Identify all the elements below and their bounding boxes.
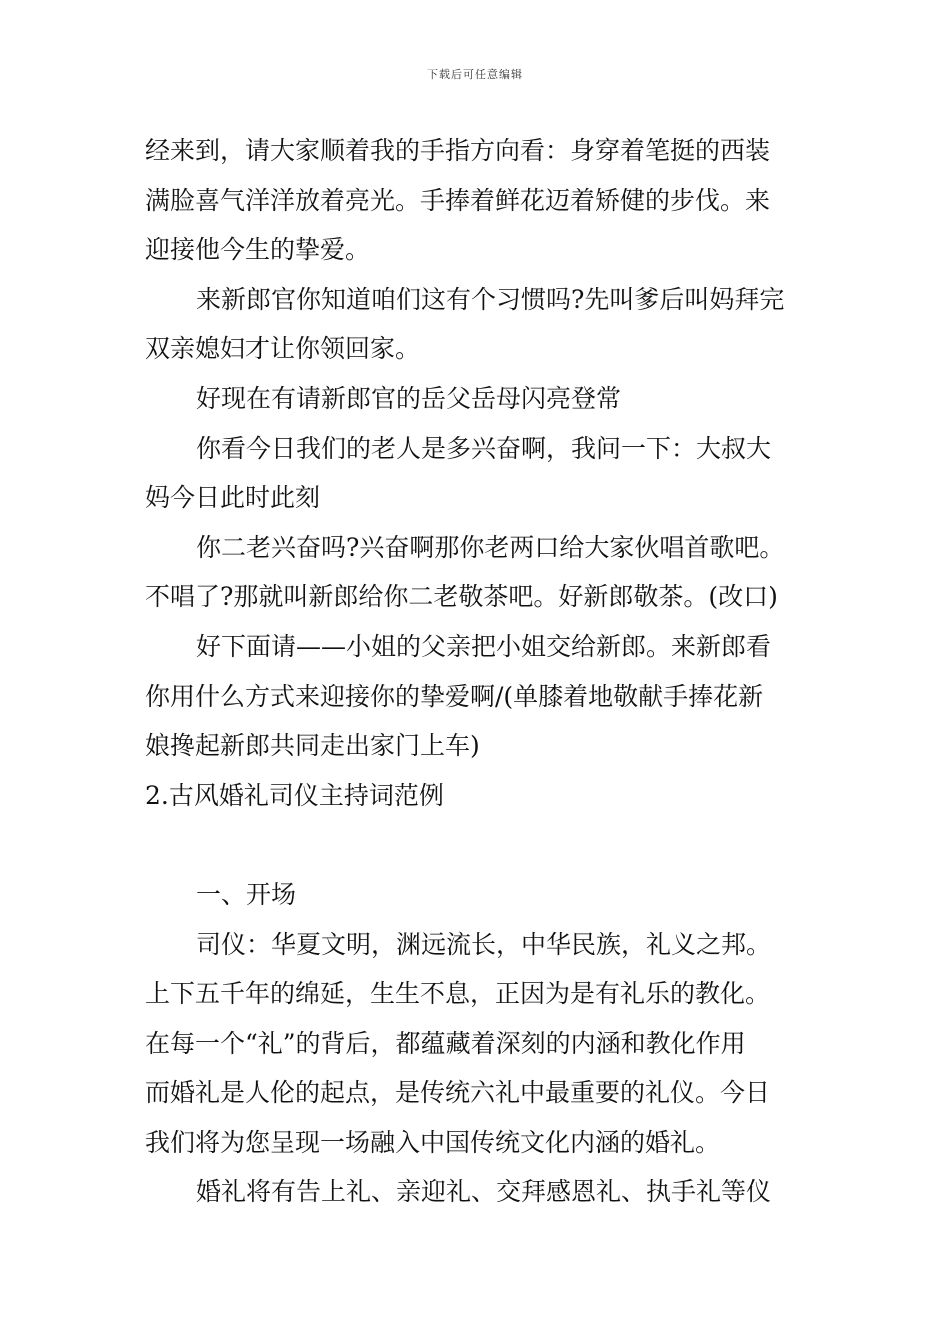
text-line: 在每一个“礼”的背后，都蕴藏着深刻的内涵和教化作用 xyxy=(145,1028,746,1058)
paragraph-start: 好下面请——小姐的父亲把小姐交给新郎。来新郎看 xyxy=(196,631,772,661)
text-line: 妈今日此时此刻 xyxy=(145,483,321,513)
text-line: 经来到，请大家顺着我的手指方向看：身穿着笔挺的西装 xyxy=(145,136,771,165)
document-body xyxy=(145,126,810,1217)
page-header: 下载后可任意编辑 xyxy=(427,68,523,81)
text-line: 不唱了?那就叫新郎给你二老敬茶吧。好新郎敬茶。(改口) xyxy=(145,582,778,612)
text-line: 你用什么方式来迎接你的挚爱啊/(单膝着地敬献手捧花新 xyxy=(145,681,764,711)
section-heading: 2.古风婚礼司仪主持词范例 xyxy=(145,780,444,810)
subsection-heading: 一、开场 xyxy=(196,879,297,909)
paragraph-start: 来新郎官你知道咱们这有个习惯吗?先叫爹后叫妈拜完 xyxy=(196,284,785,314)
text-line: 而婚礼是人伦的起点，是传统六礼中最重要的礼仪。今日 xyxy=(145,1078,771,1108)
paragraph-start: 你看今日我们的老人是多兴奋啊，我问一下：大叔大 xyxy=(196,433,772,463)
paragraph-start: 你二老兴奋吗?兴奋啊那你老两口给大家伙唱首歌吧。 xyxy=(196,532,785,562)
text-line: 满脸喜气洋洋放着亮光。手捧着鲜花迈着矫健的步伐。来 xyxy=(145,185,771,215)
paragraph-start: 司仪：华夏文明，渊远流长，中华民族，礼义之邦。 xyxy=(196,929,772,959)
paragraph-start: 好现在有请新郎官的岳父岳母闪亮登常 xyxy=(196,383,622,413)
text-line: 上下五千年的绵延，生生不息，正因为是有礼乐的教化。 xyxy=(145,979,771,1009)
text-line: 我们将为您呈现一场融入中国传统文化内涵的婚礼。 xyxy=(145,1127,721,1157)
text-line: 娘搀起新郎共同走出家门上车) xyxy=(145,731,480,761)
text-line: 双亲媳妇才让你领回家。 xyxy=(145,334,421,364)
paragraph-start: 婚礼将有告上礼、亲迎礼、交拜感恩礼、执手礼等仪 xyxy=(196,1177,772,1207)
blank-line xyxy=(145,820,810,870)
text-line: 迎接他今生的挚爱。 xyxy=(145,235,371,265)
